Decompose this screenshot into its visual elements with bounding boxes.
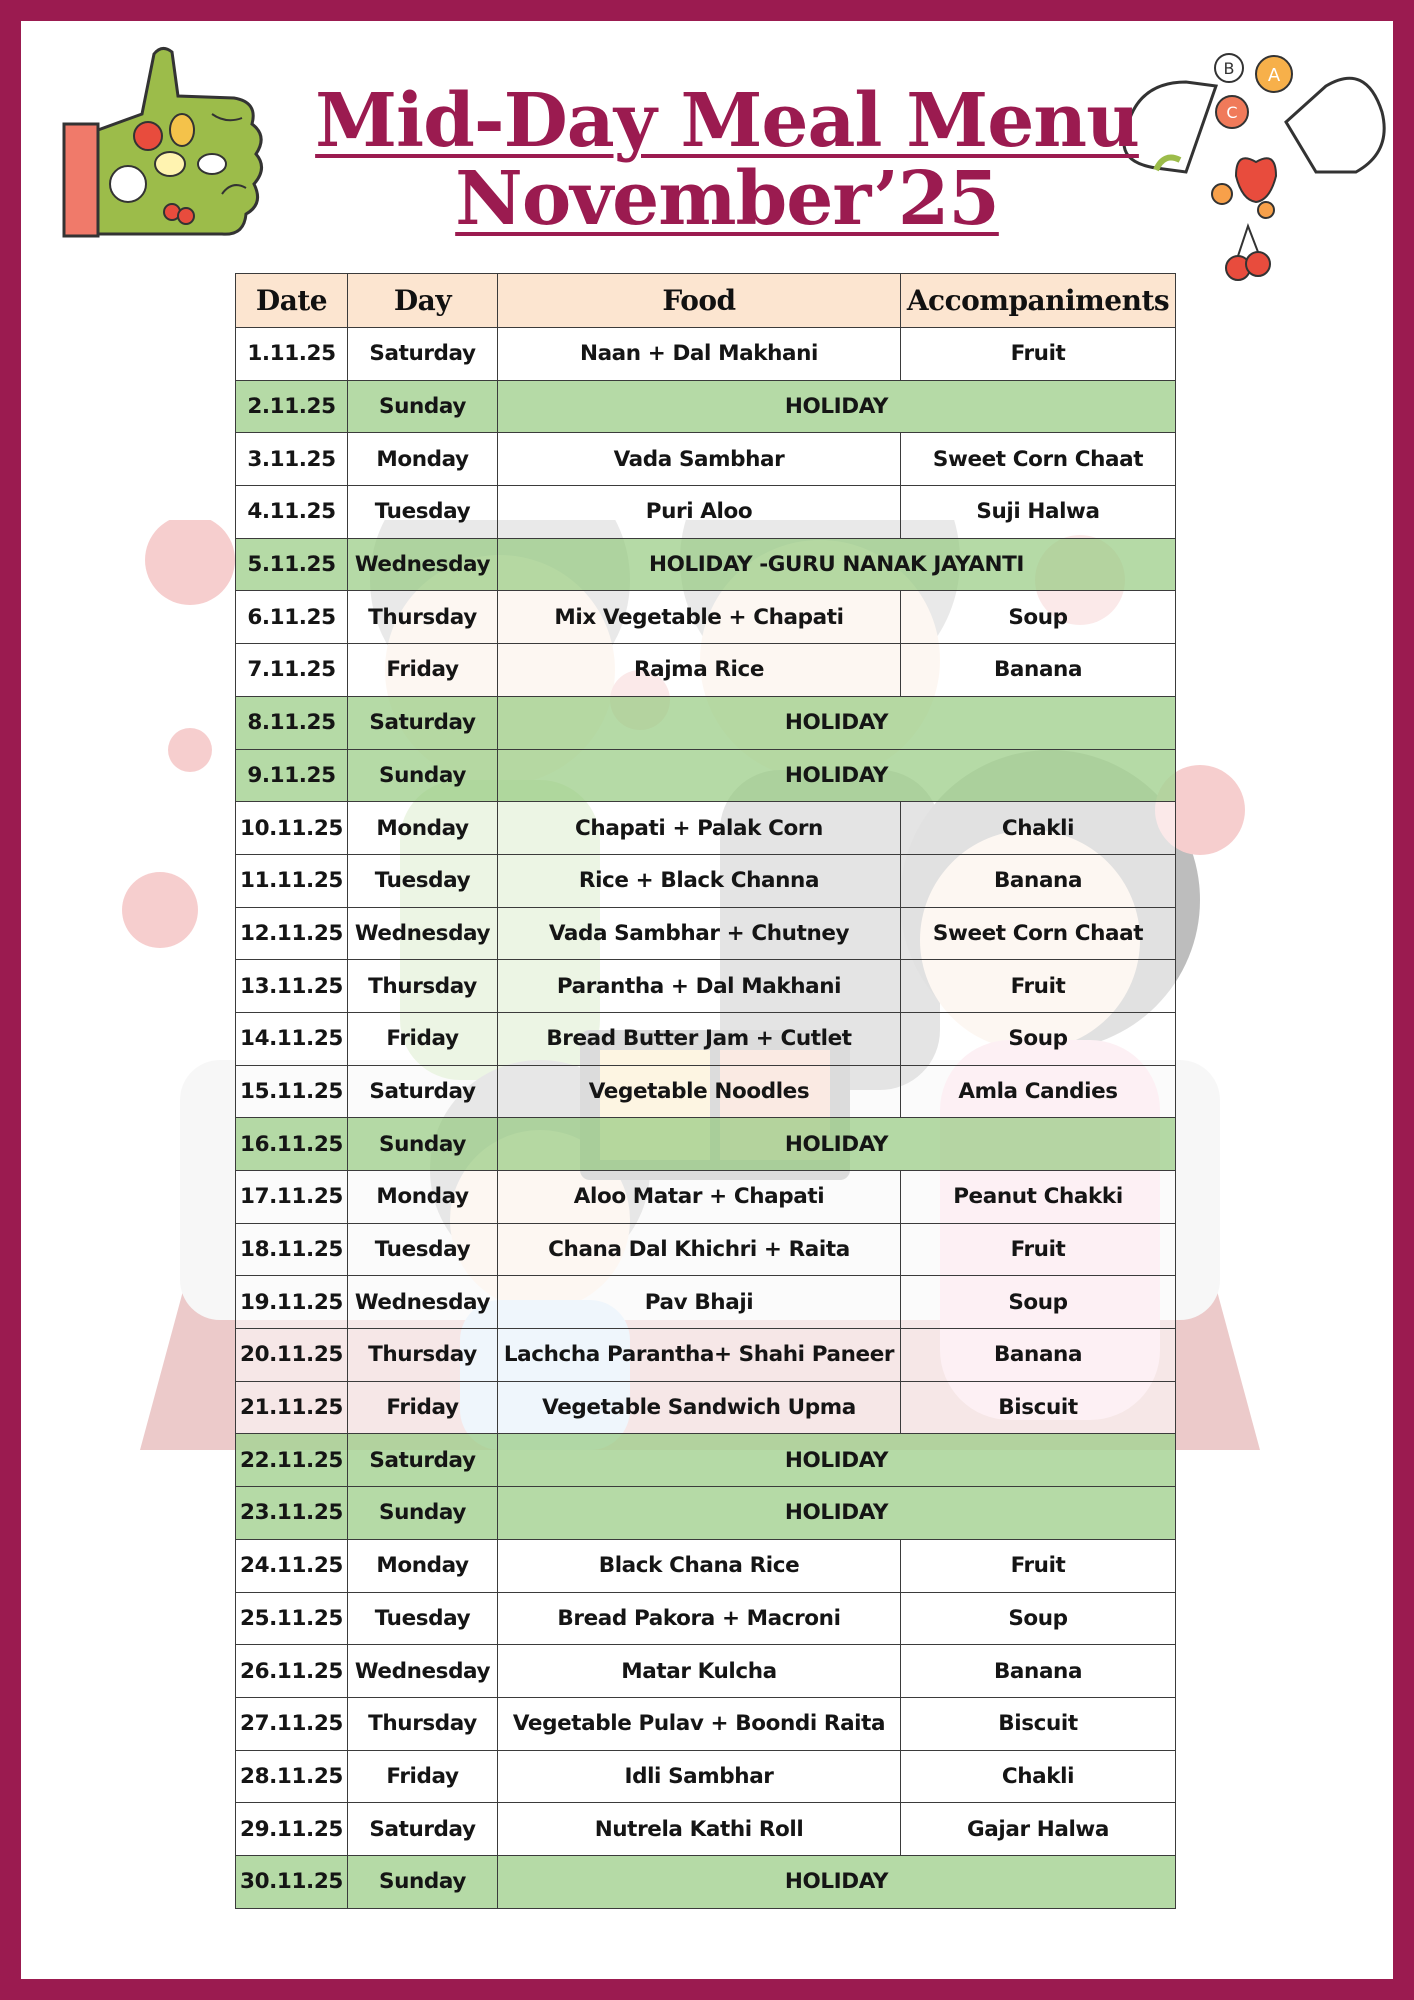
svg-text:A: A — [1267, 65, 1281, 86]
food-cell: Black Chana Rice — [498, 1539, 901, 1592]
food-cell: Lachcha Parantha+ Shahi Paneer — [498, 1329, 901, 1382]
food-cell: Vegetable Sandwich Upma — [498, 1381, 901, 1434]
food-cell: Bread Butter Jam + Cutlet — [498, 1012, 901, 1065]
food-cell: Naan + Dal Makhani — [498, 328, 901, 381]
date-cell: 8.11.25 — [236, 696, 348, 749]
holiday-row — [236, 1118, 1176, 1171]
date-cell: 7.11.25 — [236, 644, 348, 697]
date-cell: 3.11.25 — [236, 433, 348, 486]
food-cell: Idli Sambhar — [498, 1750, 901, 1803]
holiday-cell: HOLIDAY — [498, 696, 1176, 749]
page-title: Mid-Day Meal Menu — [315, 78, 1139, 164]
day-cell: Wednesday — [348, 1276, 498, 1329]
day-cell: Friday — [348, 1012, 498, 1065]
food-cell: Bread Pakora + Macroni — [498, 1592, 901, 1645]
food-cell: Nutrela Kathi Roll — [498, 1803, 901, 1856]
date-cell: 20.11.25 — [236, 1329, 348, 1382]
date-cell: 9.11.25 — [236, 749, 348, 802]
day-cell: Sunday — [348, 1487, 498, 1540]
accompaniment-cell: Banana — [901, 1329, 1176, 1382]
meal-menu-table — [235, 273, 1176, 1909]
table-header-row — [236, 274, 1176, 328]
accompaniment-cell: Chakli — [901, 1750, 1176, 1803]
date-cell: 22.11.25 — [236, 1434, 348, 1487]
accompaniment-cell: Fruit — [901, 328, 1176, 381]
food-cell: Mix Vegetable + Chapati — [498, 591, 901, 644]
date-cell: 14.11.25 — [236, 1012, 348, 1065]
food-cell: Chana Dal Khichri + Raita — [498, 1223, 901, 1276]
food-cell: Rajma Rice — [498, 644, 901, 697]
day-cell: Monday — [348, 433, 498, 486]
table-row — [236, 1223, 1176, 1276]
day-cell: Friday — [348, 1381, 498, 1434]
food-cell: Vada Sambhar — [498, 433, 901, 486]
food-cell: Parantha + Dal Makhani — [498, 960, 901, 1013]
table-row — [236, 1329, 1176, 1382]
table-row — [236, 1276, 1176, 1329]
day-cell: Wednesday — [348, 907, 498, 960]
date-cell: 5.11.25 — [236, 538, 348, 591]
date-cell: 11.11.25 — [236, 854, 348, 907]
day-cell: Tuesday — [348, 1223, 498, 1276]
date-cell: 21.11.25 — [236, 1381, 348, 1434]
holiday-cell: HOLIDAY — [498, 1118, 1176, 1171]
date-cell: 23.11.25 — [236, 1487, 348, 1540]
date-cell: 30.11.25 — [236, 1855, 348, 1908]
table-row — [236, 960, 1176, 1013]
food-cell: Aloo Matar + Chapati — [498, 1171, 901, 1224]
day-cell: Friday — [348, 1750, 498, 1803]
day-cell: Saturday — [348, 328, 498, 381]
food-cell: Vegetable Noodles — [498, 1065, 901, 1118]
day-cell: Monday — [348, 1539, 498, 1592]
day-cell: Saturday — [348, 1803, 498, 1856]
day-cell: Monday — [348, 802, 498, 855]
date-cell: 15.11.25 — [236, 1065, 348, 1118]
accompaniment-cell: Gajar Halwa — [901, 1803, 1176, 1856]
date-cell: 10.11.25 — [236, 802, 348, 855]
accompaniment-cell: Sweet Corn Chaat — [901, 907, 1176, 960]
day-cell: Tuesday — [348, 854, 498, 907]
date-cell: 17.11.25 — [236, 1171, 348, 1224]
accompaniment-cell: Biscuit — [901, 1381, 1176, 1434]
date-cell: 4.11.25 — [236, 486, 348, 539]
table-row — [236, 854, 1176, 907]
date-cell: 25.11.25 — [236, 1592, 348, 1645]
accompaniment-cell: Soup — [901, 1012, 1176, 1065]
day-cell: Saturday — [348, 696, 498, 749]
date-cell: 19.11.25 — [236, 1276, 348, 1329]
date-cell: 1.11.25 — [236, 328, 348, 381]
food-cell: Vegetable Pulav + Boondi Raita — [498, 1697, 901, 1750]
day-cell: Sunday — [348, 380, 498, 433]
food-cell: Pav Bhaji — [498, 1276, 901, 1329]
day-cell: Saturday — [348, 1434, 498, 1487]
day-cell: Sunday — [348, 749, 498, 802]
holiday-row — [236, 1855, 1176, 1908]
table-row — [236, 1381, 1176, 1434]
table-row — [236, 486, 1176, 539]
table-row — [236, 1592, 1176, 1645]
page-subtitle: November’25 — [455, 156, 999, 242]
table-row — [236, 328, 1176, 381]
accompaniment-cell: Fruit — [901, 960, 1176, 1013]
day-cell: Friday — [348, 644, 498, 697]
holiday-row — [236, 380, 1176, 433]
date-cell: 13.11.25 — [236, 960, 348, 1013]
day-cell: Sunday — [348, 1118, 498, 1171]
day-cell: Saturday — [348, 1065, 498, 1118]
holiday-row — [236, 749, 1176, 802]
food-cell: Puri Aloo — [498, 486, 901, 539]
accompaniment-cell: Banana — [901, 644, 1176, 697]
table-row — [236, 1012, 1176, 1065]
holiday-cell: HOLIDAY -GURU NANAK JAYANTI — [498, 538, 1176, 591]
holiday-row — [236, 1434, 1176, 1487]
holiday-row — [236, 696, 1176, 749]
accompaniment-cell: Amla Candies — [901, 1065, 1176, 1118]
date-cell: 6.11.25 — [236, 591, 348, 644]
accompaniment-cell: Soup — [901, 1592, 1176, 1645]
date-cell: 12.11.25 — [236, 907, 348, 960]
header-accompaniments: Accompaniments — [901, 274, 1176, 328]
day-cell: Sunday — [348, 1855, 498, 1908]
accompaniment-cell: Fruit — [901, 1539, 1176, 1592]
accompaniment-cell: Banana — [901, 854, 1176, 907]
date-cell: 29.11.25 — [236, 1803, 348, 1856]
day-cell: Monday — [348, 1171, 498, 1224]
date-cell: 2.11.25 — [236, 380, 348, 433]
holiday-cell: HOLIDAY — [498, 380, 1176, 433]
accompaniment-cell: Soup — [901, 591, 1176, 644]
day-cell: Thursday — [348, 591, 498, 644]
holiday-cell: HOLIDAY — [498, 749, 1176, 802]
accompaniment-cell: Chakli — [901, 802, 1176, 855]
table-row — [236, 1171, 1176, 1224]
day-cell: Thursday — [348, 1697, 498, 1750]
table-row — [236, 907, 1176, 960]
table-row — [236, 433, 1176, 486]
day-cell: Wednesday — [348, 538, 498, 591]
date-cell: 26.11.25 — [236, 1645, 348, 1698]
accompaniment-cell: Banana — [901, 1645, 1176, 1698]
table-row — [236, 1803, 1176, 1856]
holiday-cell: HOLIDAY — [498, 1434, 1176, 1487]
svg-text:B: B — [1223, 59, 1235, 78]
accompaniment-cell: Suji Halwa — [901, 486, 1176, 539]
date-cell: 24.11.25 — [236, 1539, 348, 1592]
holiday-cell: HOLIDAY — [498, 1487, 1176, 1540]
table-row — [236, 591, 1176, 644]
table-row — [236, 1539, 1176, 1592]
table-row — [236, 1065, 1176, 1118]
holiday-cell: HOLIDAY — [498, 1855, 1176, 1908]
table-row — [236, 1645, 1176, 1698]
day-cell: Thursday — [348, 1329, 498, 1382]
day-cell: Tuesday — [348, 1592, 498, 1645]
date-cell: 27.11.25 — [236, 1697, 348, 1750]
date-cell: 16.11.25 — [236, 1118, 348, 1171]
holiday-row — [236, 1487, 1176, 1540]
accompaniment-cell: Biscuit — [901, 1697, 1176, 1750]
table-body — [236, 328, 1176, 1909]
header-date: Date — [236, 274, 348, 328]
table-row — [236, 802, 1176, 855]
day-cell: Tuesday — [348, 486, 498, 539]
food-cell: Chapati + Palak Corn — [498, 802, 901, 855]
food-cell: Matar Kulcha — [498, 1645, 901, 1698]
date-cell: 18.11.25 — [236, 1223, 348, 1276]
accompaniment-cell: Peanut Chakki — [901, 1171, 1176, 1224]
day-cell: Thursday — [348, 960, 498, 1013]
day-cell: Wednesday — [348, 1645, 498, 1698]
holiday-row — [236, 538, 1176, 591]
table-row — [236, 1750, 1176, 1803]
accompaniment-cell: Fruit — [901, 1223, 1176, 1276]
svg-text:C: C — [1226, 103, 1238, 122]
food-cell: Rice + Black Channa — [498, 854, 901, 907]
accompaniment-cell: Sweet Corn Chaat — [901, 433, 1176, 486]
food-cell: Vada Sambhar + Chutney — [498, 907, 901, 960]
table-row — [236, 644, 1176, 697]
accompaniment-cell: Soup — [901, 1276, 1176, 1329]
date-cell: 28.11.25 — [236, 1750, 348, 1803]
header-day: Day — [348, 274, 498, 328]
table-row — [236, 1697, 1176, 1750]
header-food: Food — [498, 274, 901, 328]
